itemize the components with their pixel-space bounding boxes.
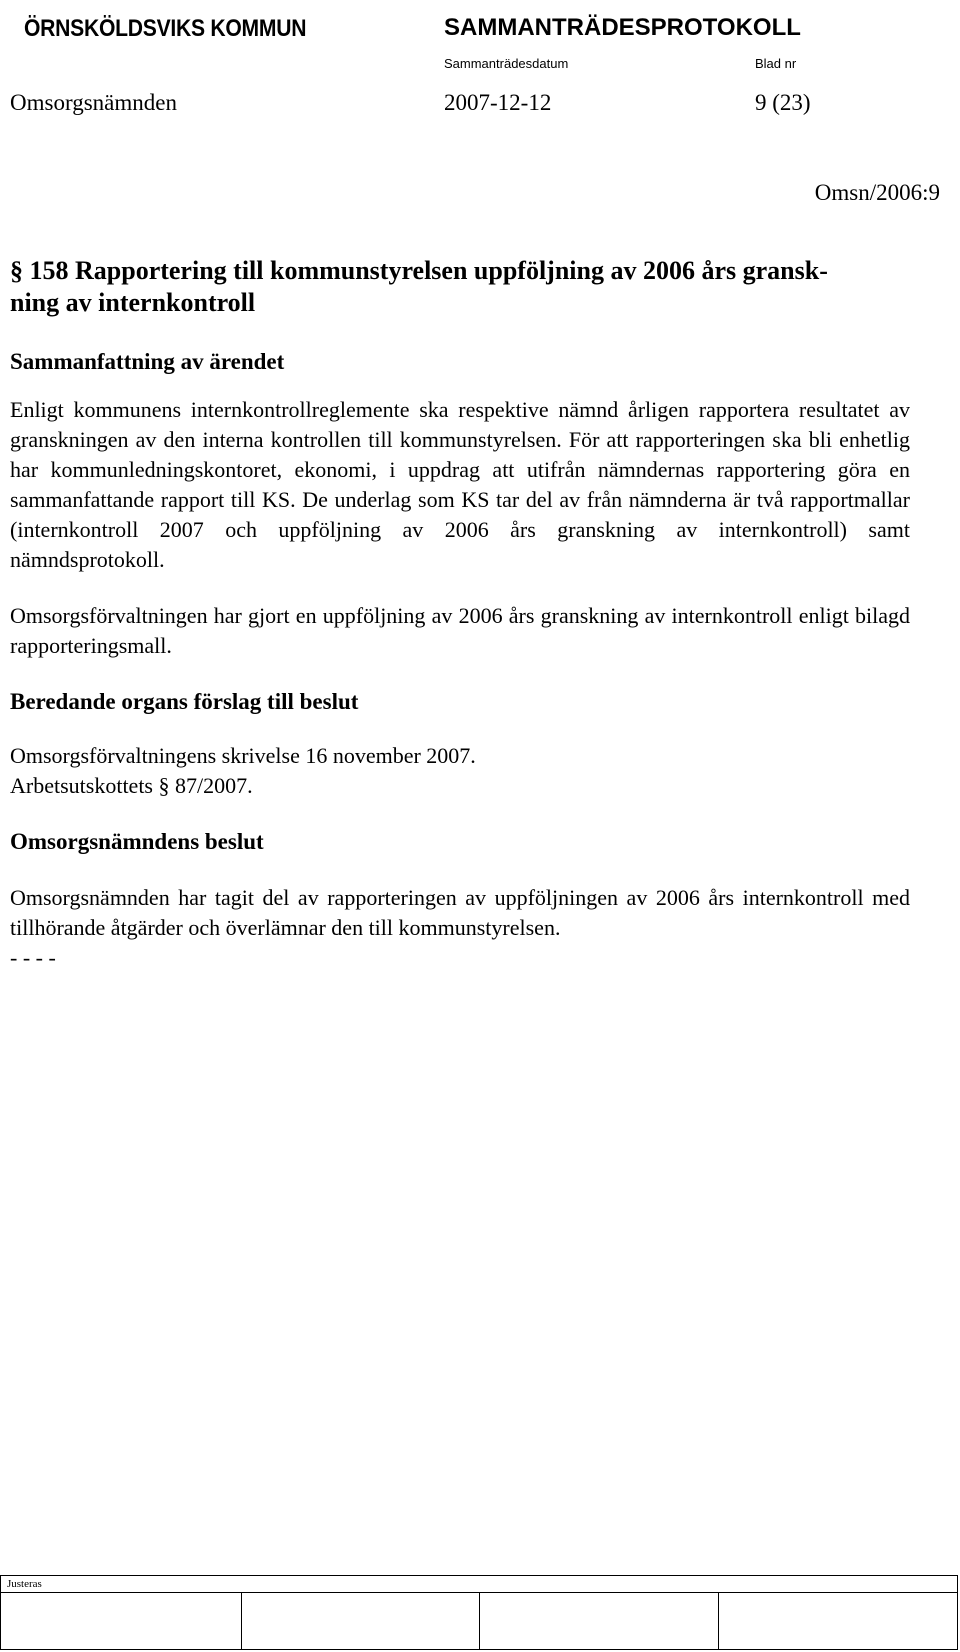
summary-title: Sammanfattning av ärendet (10, 349, 285, 374)
signature-cell-divider (241, 1592, 242, 1649)
committee-name: Omsorgsnämnden (10, 90, 177, 115)
end-marker: - - - - (10, 945, 56, 970)
date-label: Sammanträdesdatum (444, 56, 569, 71)
case-reference: Omsn/2006:9 (814, 180, 940, 205)
section-heading-line-2: ning av internkontroll (10, 288, 256, 317)
municipality-logo (18, 4, 318, 54)
section-heading (10, 255, 910, 319)
summary-paragraph-1: Enligt kommunens internkontrollreglemente ska respektive nämnd årligen rapportera resultatet av granskningen av den interna kontrollen till kommunstyrelsen. För att rapporteringen ska bli enhetlig har kommunledningskontoret, ekonomi, i uppdrag att utifrån nämndernas rapportering göra en sammanfattande rapport till KS. De underlag som KS tar del av från nämnderna är två rapportmallar (internkontroll 2007 och uppföljning av 2006 års granskning av internkontroll) samt nämndsprotokoll. (10, 397, 910, 572)
page-number: 9 (23) (755, 90, 811, 115)
proposal-line-1: Omsorgsförvaltningens skrivelse 16 november 2007. (10, 743, 476, 768)
summary-paragraph-2: Omsorgsförvaltningen har gjort en uppföljning av 2006 års granskning av internkontroll enligt bilagd rapporteringsmall. (10, 603, 910, 658)
signature-cell-divider (479, 1592, 480, 1649)
decision-title: Omsorgsnämndens beslut (10, 829, 264, 854)
justeras-signature-table (0, 1575, 958, 1650)
document-type-title: SAMMANTRÄDESPROTOKOLL (444, 14, 801, 41)
page-label: Blad nr (755, 56, 797, 71)
section-heading-line-1: § 158 Rapportering till kommunstyrelsen uppföljning av 2006 års gransk- (10, 256, 828, 285)
proposal-title: Beredande organs förslag till beslut (10, 689, 359, 714)
proposal-line-2: Arbetsutskottets § 87/2007. (10, 773, 253, 798)
meeting-date: 2007-12-12 (444, 90, 552, 115)
justeras-label: Justeras (7, 1578, 42, 1590)
signature-cell-divider (718, 1592, 719, 1649)
protocol-section (10, 255, 910, 973)
organization-name: ÖRNSKÖLDSVIKS KOMMUN (24, 15, 307, 42)
decision-text: Omsorgsnämnden har tagit del av rapporteringen av uppföljningen av 2006 års internkontroll med tillhörande åtgärder och överlämnar den till kommunstyrelsen. (10, 885, 910, 940)
